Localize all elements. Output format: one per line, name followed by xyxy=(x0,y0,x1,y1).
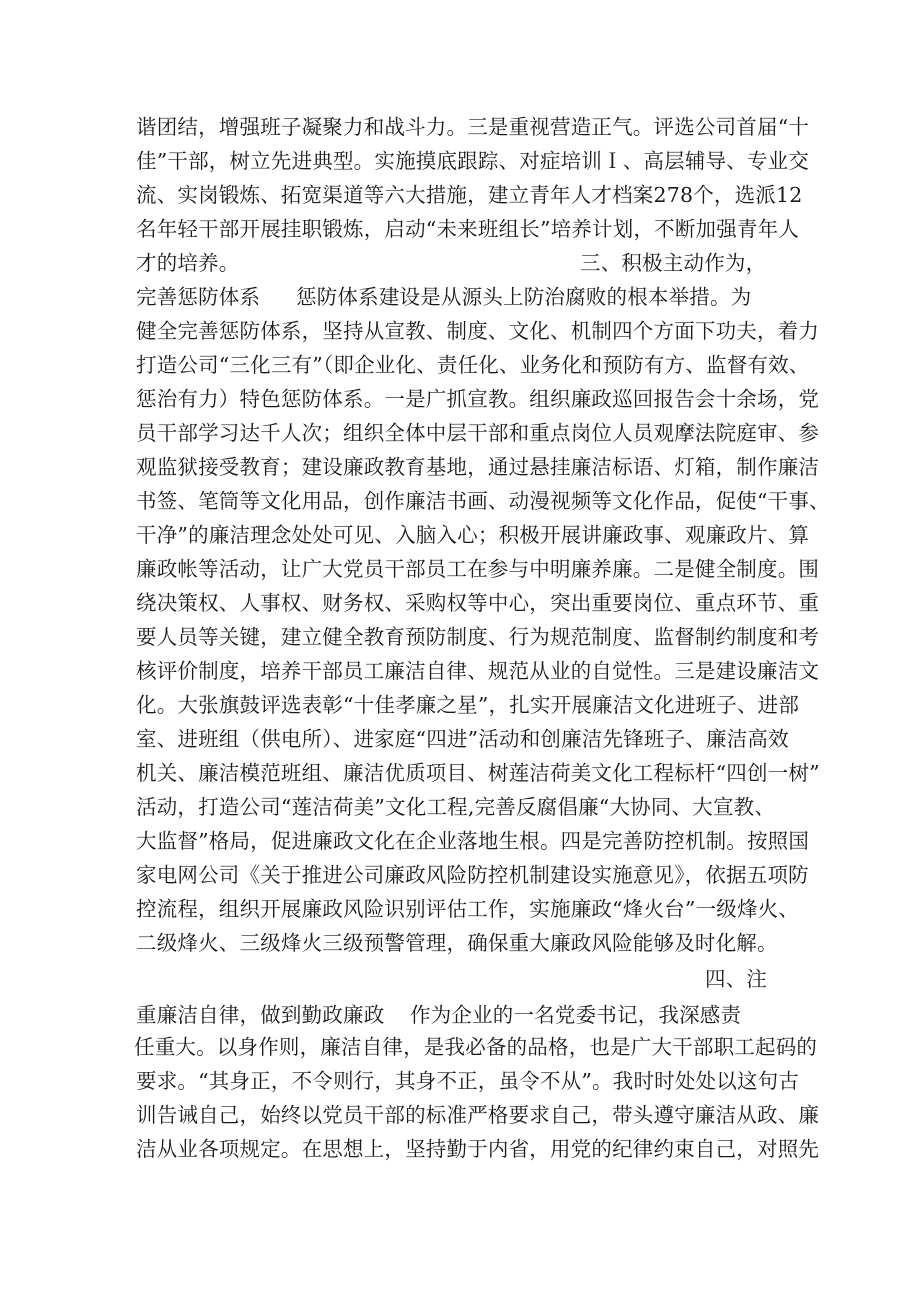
text-line-21 xyxy=(136,790,775,824)
text-line-10 xyxy=(136,416,819,450)
text-line-13 xyxy=(136,518,809,552)
text-segment: 佳”干部，树立先进典型。实施摸底跟踪、对症培训Ｉ、高层辅导、专业交 xyxy=(136,149,810,173)
text-segment: 流、实岗锻炼、拓宽渠道等六大措施，建立青年人才档案278个，选派12 xyxy=(136,183,803,207)
text-line-22 xyxy=(136,824,809,858)
text-segment: 健全完善惩防体系，坚持从宣教、制度、文化、机制四个方面下功夫，着力 xyxy=(136,319,820,343)
text-segment: 作为企业的一名党委书记，我深感责 xyxy=(410,1003,742,1027)
text-segment: 谐团结，增强班子凝聚力和战斗力。三是重视营造正气。评选公司首届“十 xyxy=(136,115,810,139)
text-line-9 xyxy=(136,382,819,416)
text-line-20 xyxy=(136,756,820,790)
text-segment: 要求。“其身正，不令则行，其身不正，虽令不从”。我时时处处以这句古 xyxy=(136,1069,800,1093)
text-line-24 xyxy=(136,892,799,926)
text-segment: 机关、廉洁模范班组、廉洁优质项目、树莲洁荷美文化工程标杆“四创一树” xyxy=(136,761,820,785)
text-segment: 书签、笔筒等文化用品，创作廉洁书画、动漫视频等文化作品，促使“干事、 xyxy=(136,489,830,513)
text-segment: 核评价制度，培养干部员工廉洁自律、规范从业的自觉性。三是建设廉洁文 xyxy=(136,659,820,683)
text-line-12 xyxy=(136,484,830,518)
text-line-8 xyxy=(136,348,810,382)
text-segment: 打造公司“三化三有”（即企业化、责任化、业务化和预防有方、监督有效、 xyxy=(136,353,810,377)
text-segment: 员干部学习达千人次；组织全体中层干部和重点岗位人员观摩法院庭审、参 xyxy=(136,421,820,445)
text-line-23 xyxy=(136,858,809,892)
text-line-14 xyxy=(136,552,819,586)
text-line-11 xyxy=(136,450,819,484)
text-line-25 xyxy=(136,926,778,960)
text-segment: 控流程，组织开展廉政风险识别评估工作，实施廉政“烽火台”一级烽火、 xyxy=(136,897,800,921)
text-line-2 xyxy=(136,144,809,178)
text-line-27 xyxy=(136,998,742,1032)
text-line-31 xyxy=(136,1132,819,1166)
text-line-3 xyxy=(136,178,803,212)
text-line-16 xyxy=(136,620,819,654)
text-line-1 xyxy=(136,110,809,144)
text-segment: 惩治有力）特色惩防体系。一是广抓宣教。组织廉政巡回报告会十余场，党 xyxy=(136,387,820,411)
text-segment: 二级烽火、三级烽火三级预警管理，确保重大廉政风险能够及时化解。 xyxy=(136,931,778,955)
section-heading-3-part1: 三、积极主动作为， xyxy=(580,251,767,275)
text-line-15 xyxy=(136,586,819,620)
section-heading-4-part1: 四、注 xyxy=(705,967,768,991)
text-segment: 训告诫自己，始终以党员干部的标准严格要求自己，带头遵守廉洁从政、廉 xyxy=(136,1103,820,1127)
text-line-17 xyxy=(136,654,819,688)
text-segment: 室、进班组（供电所）、进家庭“四进”活动和创廉洁先锋班子、廉洁高效 xyxy=(136,727,789,751)
text-line-7 xyxy=(136,314,819,348)
text-segment: 大监督”格局，促进廉政文化在企业落地生根。四是完善防控机制。按照国 xyxy=(136,829,810,853)
text-line-18 xyxy=(136,688,799,722)
text-segment: 洁从业各项规定。在思想上，坚持勤于内省，用党的纪律约束自己，对照先 xyxy=(136,1137,820,1161)
text-segment: 廉政帐等活动，让广大党员干部员工在参与中明廉养廉。二是健全制度。围 xyxy=(136,557,820,581)
text-line-29 xyxy=(136,1064,799,1098)
section-heading-4-part2: 重廉洁自律，做到勤政廉政 xyxy=(136,1003,385,1027)
text-segment: 任重大。以身作则，廉洁自律，是我必备的品格，也是广大干部职工起码的 xyxy=(134,1035,818,1059)
text-line-6 xyxy=(136,280,752,314)
text-segment: 名年轻干部开展挂职锻炼，启动“未来班组长”培养计划，不断加强青年人 xyxy=(136,217,800,241)
text-segment: 活动，打造公司“莲洁荷美”文化工程,完善反腐倡廉“大协同、大宣教、 xyxy=(136,795,776,819)
text-line-30 xyxy=(136,1098,819,1132)
text-line-5 xyxy=(136,246,767,280)
text-segment: 惩防体系建设是从源头上防治腐败的根本举措。为 xyxy=(296,285,752,309)
text-segment: 才的培养。 xyxy=(136,251,240,275)
text-segment: 化。大张旗鼓评选表彰“十佳孝廉之星”，扎实开展廉洁文化进班子、进部 xyxy=(136,693,800,717)
text-line-19 xyxy=(136,722,789,756)
text-segment: 干净”的廉洁理念处处可见、入脑入心；积极开展讲廉政事、观廉政片、算 xyxy=(136,523,810,547)
text-segment: 观监狱接受教育；建设廉政教育基地，通过悬挂廉洁标语、灯箱，制作廉洁 xyxy=(136,455,820,479)
section-heading-3-part2: 完善惩防体系 xyxy=(136,285,261,309)
text-line-28 xyxy=(134,1030,817,1064)
text-segment: 要人员等关键，建立健全教育预防制度、行为规范制度、监督制约制度和考 xyxy=(136,625,820,649)
text-line-4 xyxy=(136,212,799,246)
text-segment: 绕决策权、人事权、财务权、采购权等中心，突出重要岗位、重点环节、重 xyxy=(136,591,820,615)
text-segment: 家电网公司《关于推进公司廉政风险防控机制建设实施意见》，依据五项防 xyxy=(136,863,809,887)
text-line-26 xyxy=(705,962,767,996)
